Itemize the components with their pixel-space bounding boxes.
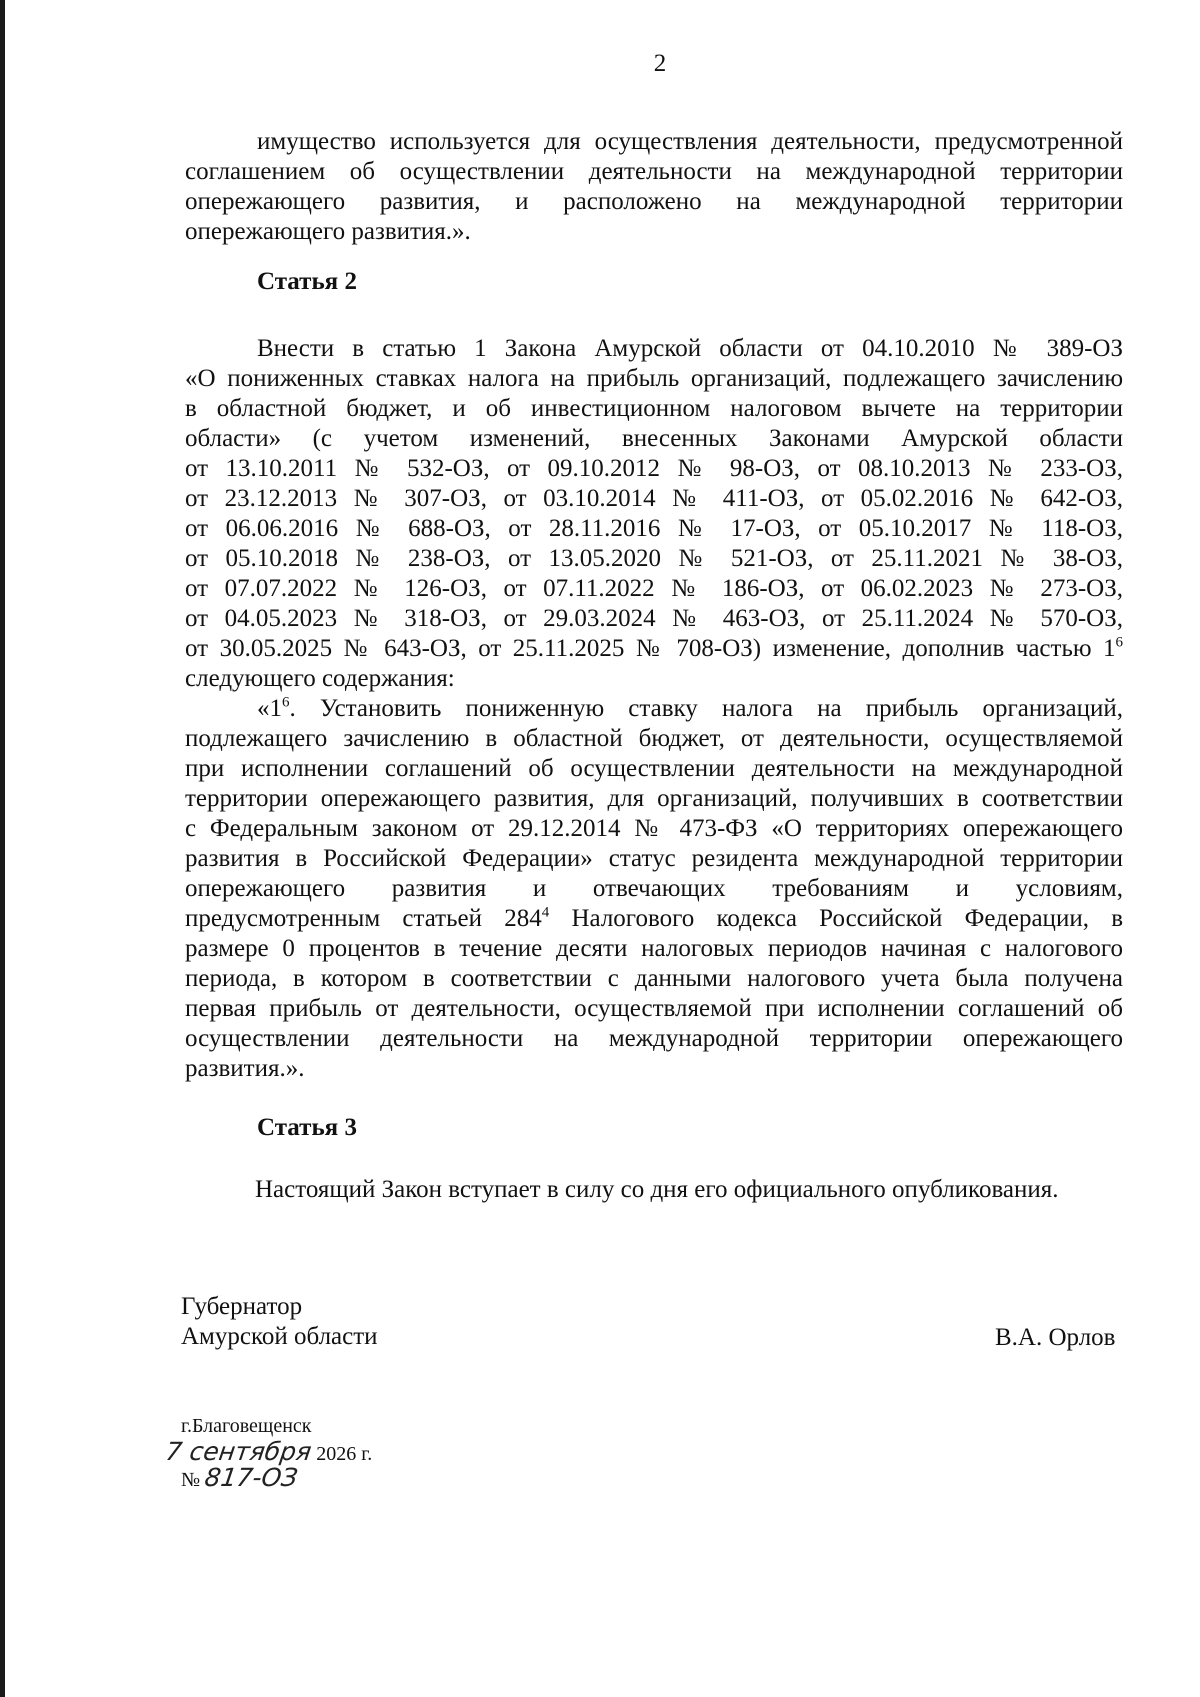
text-line-part: от 30.05.2025 № 643-ОЗ, от 25.11.2025 № 708-ОЗ) изменение, дополнив частью 1 (185, 635, 1116, 662)
article-2-heading: Статья 2 (257, 268, 357, 295)
position-line: Амурской области (181, 1323, 378, 1350)
part-superscript: 6 (1115, 634, 1123, 651)
article-3-body (255, 1175, 1135, 1205)
text-line: от 13.10.2011 № 532-ОЗ, от 09.10.2012 № 98-ОЗ, от 08.10.2013 № 233-ОЗ, (185, 455, 1123, 482)
text-line: опережающего развития, и расположено на международной территории (185, 188, 1123, 215)
text-line: при исполнении соглашений об осуществлении деятельности на международной (185, 755, 1123, 782)
text-line: от 06.06.2016 № 688-ОЗ, от 28.11.2016 № 17-ОЗ, от 05.10.2017 № 118-ОЗ, (185, 515, 1123, 542)
text-line: Настоящий Закон вступает в силу со дня его официального опубликования. (255, 1176, 1059, 1203)
number-prefix: № (181, 1469, 201, 1491)
article-3-heading: Статья 3 (257, 1114, 357, 1141)
handwritten-number: 817-ОЗ (203, 1463, 300, 1492)
text-line: от 07.07.2022 № 126-ОЗ, от 07.11.2022 № 186-ОЗ, от 06.02.2023 № 273-ОЗ, (185, 575, 1123, 602)
text-line: развития.». (185, 1055, 305, 1082)
text-line: следующего содержания: (185, 665, 455, 692)
text-line: соглашением об осуществлении деятельности на международной территории (185, 158, 1123, 185)
article-superscript: 4 (541, 904, 550, 921)
text-line: от 05.10.2018 № 238-ОЗ, от 13.05.2020 № 521-ОЗ, от 25.11.2021 № 38-ОЗ, (185, 545, 1123, 572)
text-line: территории опережающего развития, для организаций, получивших в соответствии (185, 785, 1123, 812)
date-year: 2026 г. (316, 1443, 373, 1465)
text-line (185, 904, 1123, 934)
text-line: подлежащего зачислению в областной бюджет, от деятельности, осуществляемой (185, 725, 1123, 752)
place-of-signing: г.Благовещенск (181, 1415, 312, 1437)
text-line: осуществлении деятельности на международной территории опережающего (185, 1025, 1123, 1052)
scan-edge (0, 0, 5, 1697)
handwritten-date: 7 сентября (163, 1437, 314, 1466)
page-number: 2 (653, 50, 667, 77)
quote-first-rest: . Установить пониженную ставку налога на прибыль организаций, (289, 695, 1123, 722)
text-line: размере 0 процентов в течение десяти налоговых периодов начиная с налогового (185, 935, 1123, 962)
signatory-name: В.А. Орлов (995, 1324, 1116, 1351)
text-line: опережающего развития и отвечающих требованиям и условиям, (185, 875, 1123, 902)
position-line: Губернатор (181, 1293, 303, 1320)
text-line: «О пониженных ставках налога на прибыль организаций, подлежащего зачислению (185, 365, 1123, 392)
text-line-part: Налогового кодекса Российской Федерации, в (549, 905, 1123, 932)
signatory-position (181, 1292, 378, 1352)
quote-superscript: 6 (282, 694, 290, 711)
law-number (181, 1463, 298, 1492)
article-2-body (185, 334, 1123, 1084)
text-line-part: предусмотренным статьей 284 (185, 905, 542, 932)
text-line: Внести в статью 1 Закона Амурской области от 04.10.2010 № 389-ОЗ (257, 335, 1123, 362)
quote-open: «1 (257, 695, 282, 722)
text-line: с Федеральным законом от 29.12.2014 № 473-ФЗ «О территориях опережающего (185, 815, 1123, 842)
intro-paragraph (185, 127, 1123, 247)
quote-first-line (185, 694, 1123, 724)
text-line: развития в Российской Федерации» статус резидента международной территории (185, 845, 1123, 872)
text-line: опережающего развития.». (185, 218, 471, 245)
text-line (185, 634, 1123, 664)
text-line: первая прибыль от деятельности, осуществляемой при исполнении соглашений об (185, 995, 1123, 1022)
text-line: от 04.05.2023 № 318-ОЗ, от 29.03.2024 № 463-ОЗ, от 25.11.2024 № 570-ОЗ, (185, 605, 1123, 632)
text-line: в областной бюджет, и об инвестиционном налоговом вычете на территории (185, 395, 1123, 422)
text-line: периода, в котором в соответствии с данными налогового учета была получена (185, 965, 1123, 992)
text-line: области» (с учетом изменений, внесенных Законами Амурской области (185, 425, 1123, 452)
text-line: имущество используется для осуществления деятельности, предусмотренной (257, 128, 1123, 155)
text-line: от 23.12.2013 № 307-ОЗ, от 03.10.2014 № 411-ОЗ, от 05.02.2016 № 642-ОЗ, (185, 485, 1123, 512)
